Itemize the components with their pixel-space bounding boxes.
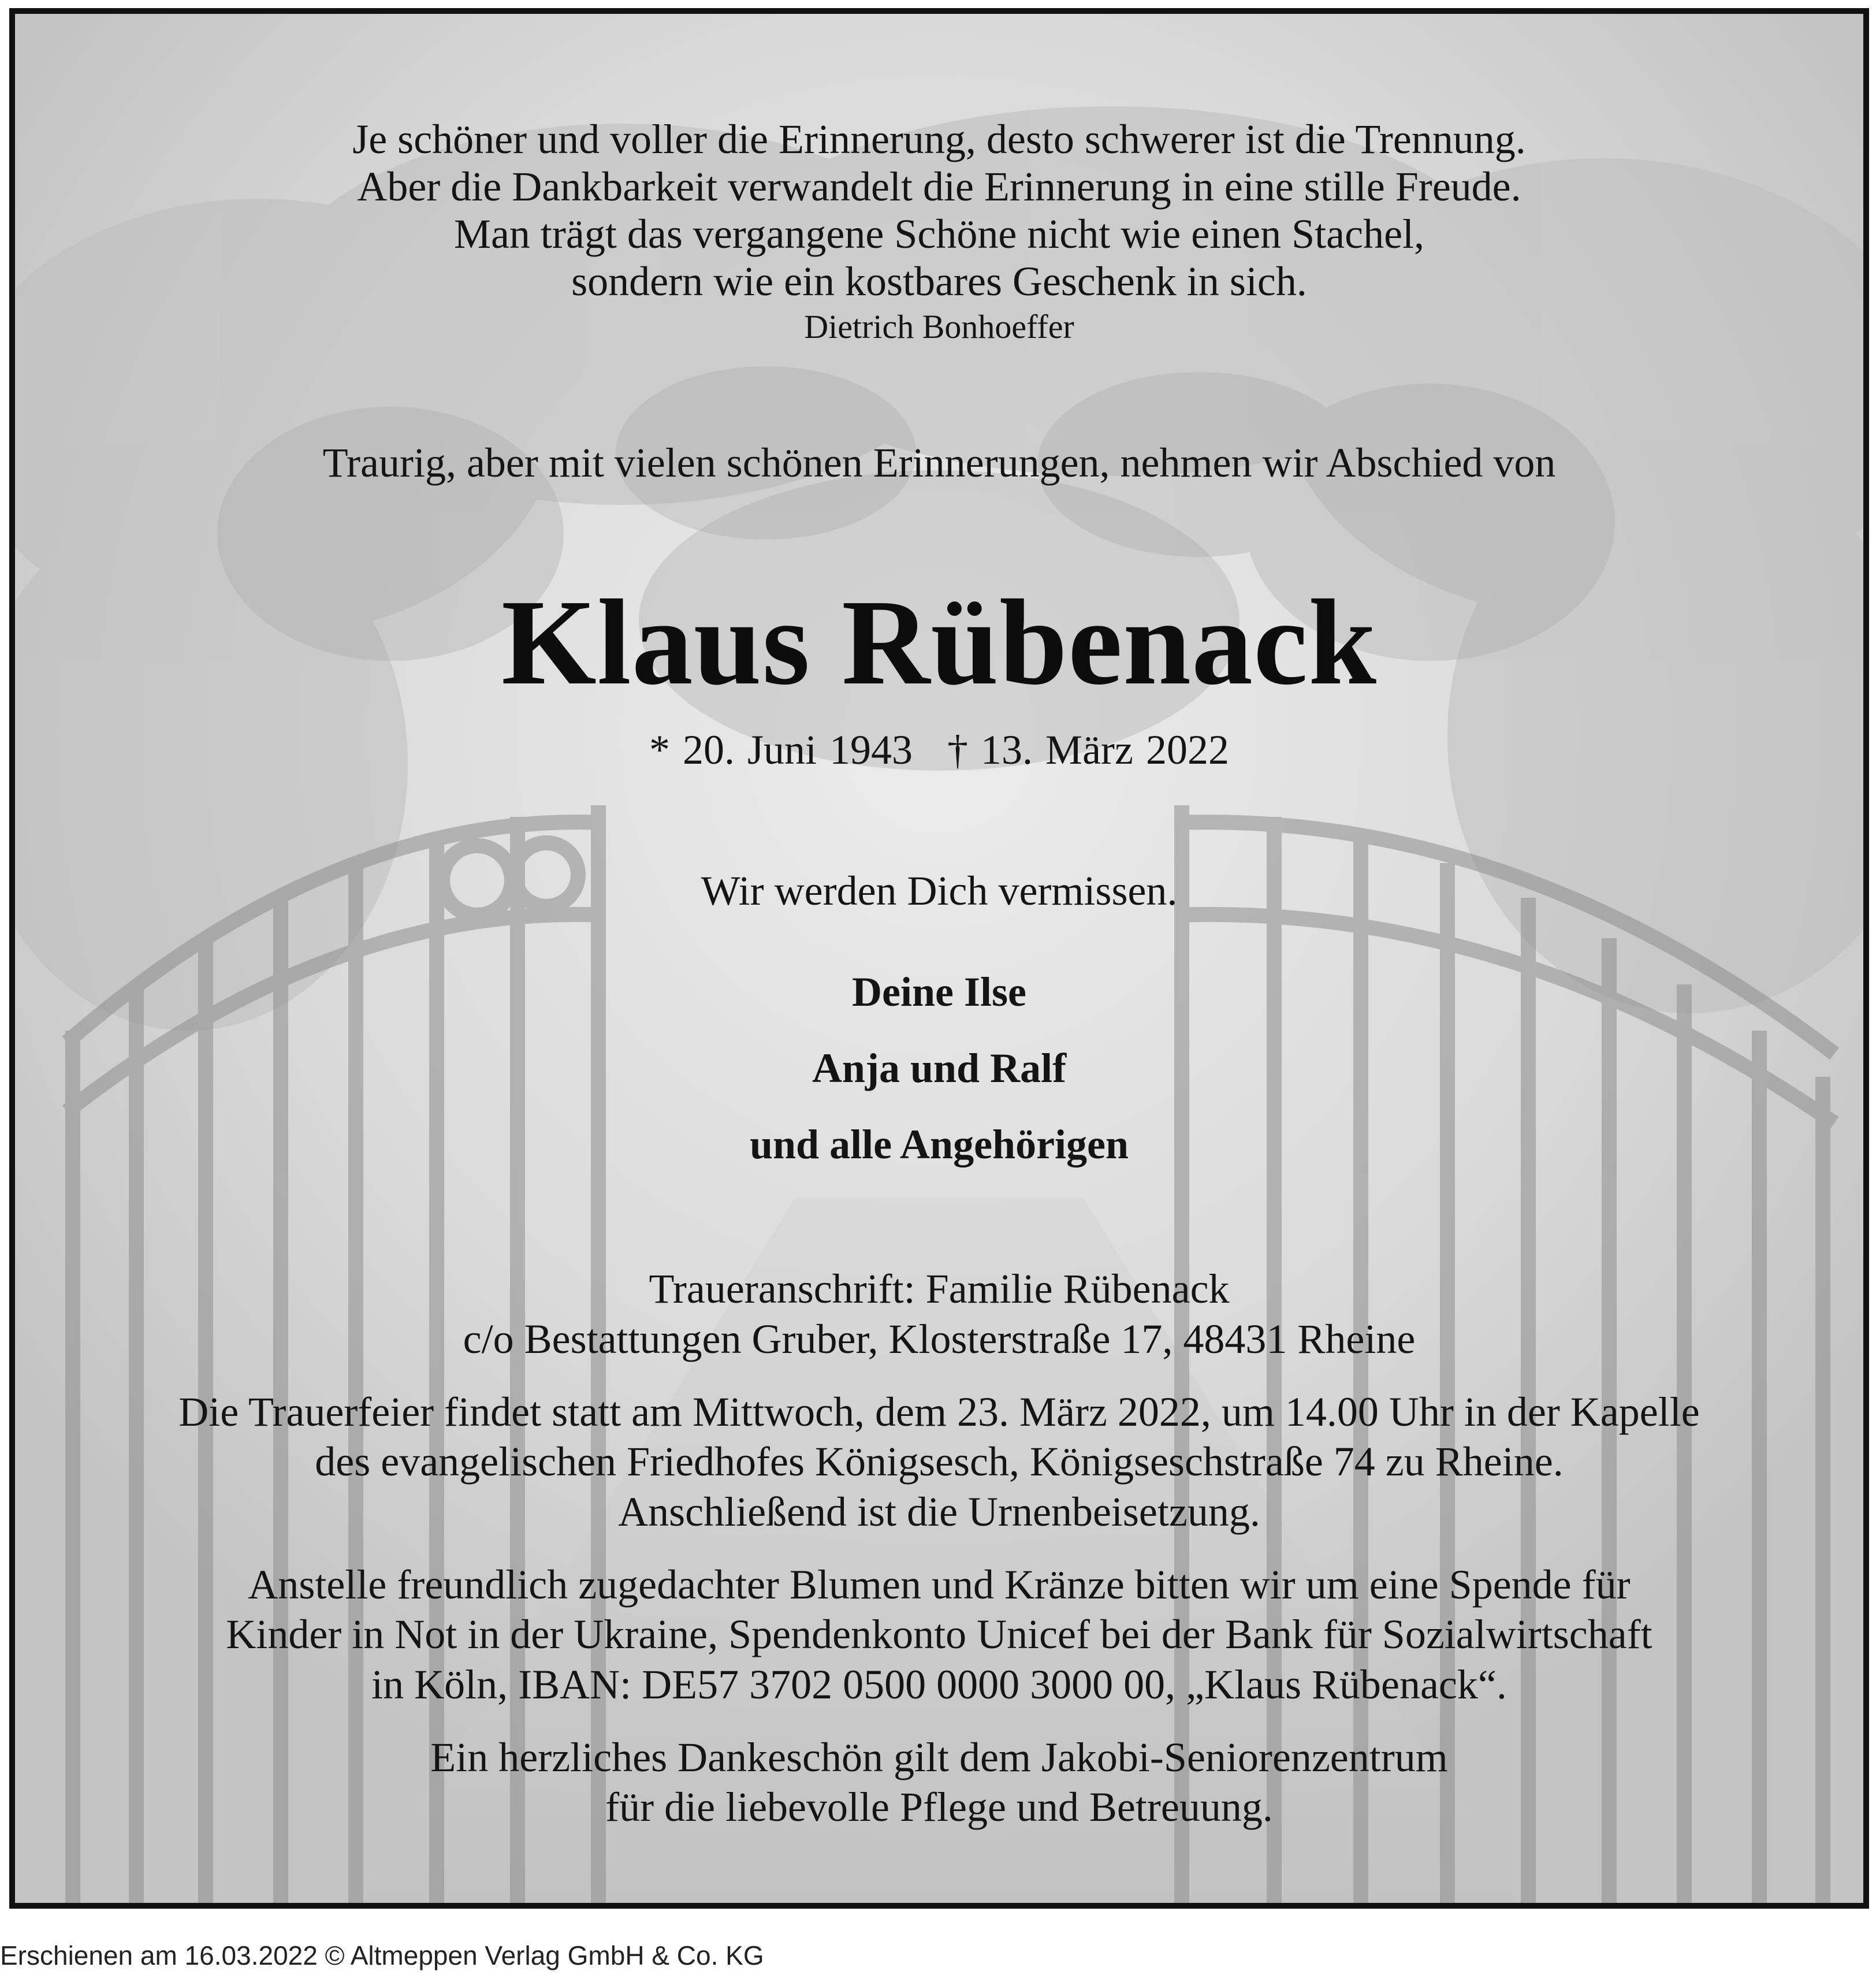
mourning-address-line: c/o Bestattungen Gruber, Klosterstraße 17, 48431 Rheine bbox=[463, 1316, 1416, 1362]
notice-text bbox=[15, 14, 1863, 1903]
service-info-line: Die Trauerfeier findet statt am Mittwoch, dem 23. März 2022, um 14.00 Uhr in der Kapelle bbox=[178, 1389, 1700, 1435]
service-info-line: des evangelischen Friedhofes Königsesch, Königseschstraße 74 zu Rheine. bbox=[315, 1438, 1564, 1485]
publication-credit: Erschienen am 16.03.2022 © Altmeppen Verlag GmbH & Co. KG bbox=[0, 1940, 764, 1970]
closing-text: Wir werden Dich vermissen. bbox=[701, 868, 1178, 914]
mourner-name: und alle Angehörigen bbox=[749, 1121, 1129, 1168]
intro-text: Traurig, aber mit vielen schönen Erinnerungen, nehmen wir Abschied von bbox=[322, 440, 1556, 486]
quote-line: sondern wie ein kostbares Geschenk in sich. bbox=[571, 258, 1307, 304]
mourner-name: Deine Ilse bbox=[852, 969, 1026, 1015]
obituary-notice bbox=[9, 8, 1869, 1909]
donation-info-line: Anstelle freundlich zugedachter Blumen und Kränze bitten wir um eine Spende für bbox=[248, 1561, 1631, 1608]
birth-date: * 20. Juni 1943 bbox=[649, 727, 913, 773]
thanks-line: Ein herzliches Dankeschön gilt dem Jakobi-Seniorenzentrum bbox=[430, 1734, 1448, 1780]
life-dates bbox=[15, 729, 1863, 771]
donation-info-line: in Köln, IBAN: DE57 3702 0500 0000 3000 00, „Klaus Rübenack“. bbox=[371, 1661, 1507, 1708]
quote-line: Je schöner und voller die Erinnerung, desto schwerer ist die Trennung. bbox=[352, 116, 1526, 162]
quote-line: Man trägt das vergangene Schöne nicht wie einen Stachel, bbox=[453, 211, 1425, 257]
mourner-name: Anja und Ralf bbox=[812, 1045, 1067, 1091]
deceased-name: Klaus Rübenack bbox=[501, 574, 1378, 710]
quote-line: Aber die Dankbarkeit verwandelt die Erinnerung in eine stille Freude. bbox=[357, 163, 1521, 210]
service-info-line: Anschließend ist die Urnenbeisetzung. bbox=[618, 1489, 1260, 1535]
thanks-line: für die liebevolle Pflege und Betreuung. bbox=[605, 1784, 1273, 1830]
death-date: † 13. März 2022 bbox=[947, 727, 1229, 773]
quote-author: Dietrich Bonhoeffer bbox=[804, 308, 1074, 345]
donation-info-line: Kinder in Not in der Ukraine, Spendenkonto Unicef bei der Bank für Sozialwirtschaft bbox=[226, 1611, 1652, 1657]
mourning-address-line: Traueranschrift: Familie Rübenack bbox=[649, 1266, 1230, 1312]
